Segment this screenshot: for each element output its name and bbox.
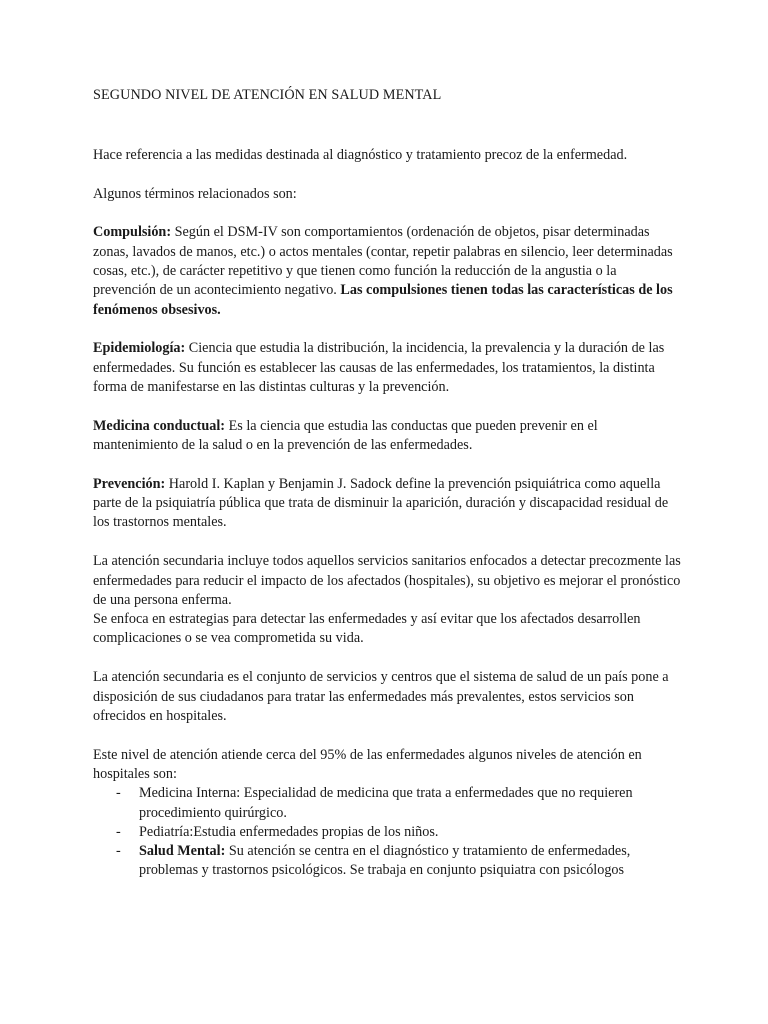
list-item-text: Medicina Interna: Especialidad de medicina que trata a enfermedades que no requieren procedimiento quirúrgico.	[139, 785, 633, 821]
nivel-intro-paragraph: Este nivel de atención atiende cerca del 95% de las enfermedades algunos niveles de atención en hospitales son:	[93, 746, 642, 782]
epidemiologia-paragraph	[93, 339, 683, 397]
list-bullet: -	[116, 843, 121, 860]
compulsion-text: Según el DSM-IV son comportamientos (ordenación de objetos, pisar determinadas zonas, lavados de manos, etc.) o actos mentales (contar, repetir palabras en silencio, leer determinadas cosas, etc.), de carácter repetitivo y que tienen como función la reducción de la angustia o la prevención de un acontecimiento negativo.	[93, 224, 673, 299]
document-title: SEGUNDO NIVEL DE ATENCIÓN EN SALUD MENTAL	[93, 87, 442, 103]
list-item-text: Pediatría:Estudia enfermedades propias de los niños.	[139, 823, 439, 840]
compulsion-term: Compulsión:	[93, 224, 172, 241]
compulsion-emphasis: Las compulsiones tienen todas las características de los fenómenos obsesivos.	[93, 282, 673, 318]
list-item-salud-mental	[93, 842, 683, 881]
list-item-pediatria	[93, 823, 683, 842]
list-item-medicina-interna	[93, 784, 683, 823]
medicina-conductual-text: Es la ciencia que estudia las conductas que pueden prevenir en el mantenimiento de la salud o en la prevención de las enfermedades.	[93, 417, 598, 454]
epidemiologia-text: Ciencia que estudia la distribución, la incidencia, la prevalencia y la duración de las enfermedades. Su función es establecer las causas de las enfermedades, los tratamientos, la distinta forma de manifestarse en las distintas culturas y la prevención.	[93, 340, 665, 395]
epidemiologia-term: Epidemiología:	[93, 340, 186, 357]
medicina-conductual-term: Medicina conductual:	[93, 417, 226, 434]
atencion-secundaria-paragraph-1	[93, 552, 683, 648]
list-bullet: -	[116, 785, 121, 802]
compulsion-paragraph	[93, 223, 683, 319]
levels-list	[93, 784, 683, 880]
atencion-secundaria-line-1: La atención secundaria incluye todos aquellos servicios sanitarios enfocados a detectar precozmente las enfermedades para reducir el impacto de los afectados (hospitales), su objetivo es mejorar el pronóstico de una persona enferma.	[93, 553, 681, 608]
document-page	[93, 86, 683, 881]
intro-paragraph: Hace referencia a las medidas destinada al diagnóstico y tratamiento precoz de la enfermedad.	[93, 147, 628, 164]
prevencion-paragraph	[93, 475, 683, 533]
list-item-term: Salud Mental:	[139, 843, 226, 860]
medicina-conductual-paragraph	[93, 417, 683, 456]
list-item-text: Su atención se centra en el diagnóstico y tratamiento de enfermedades, problemas y trastornos psicológicos. Se trabaja en conjunto psiquiatra con psicólogos	[139, 843, 631, 879]
atencion-secundaria-line-2: Se enfoca en estrategias para detectar las enfermedades y así evitar que los afectados desarrollen complicaciones o se vea comprometida su vida.	[93, 611, 641, 647]
prevencion-text: Harold I. Kaplan y Benjamin J. Sadock define la prevención psiquiátrica como aquella parte de la psiquiatría pública que trata de disminuir la aparición, duración y discapacidad residual de los trastornos mentales.	[93, 475, 669, 531]
list-bullet: -	[116, 823, 121, 840]
prevencion-term: Prevención:	[93, 475, 166, 492]
atencion-secundaria-paragraph-2: La atención secundaria es el conjunto de servicios y centros que el sistema de salud de un país pone a disposición de sus ciudadanos para tratar las enfermedades más prevalentes, estos servicios son ofrecidos en hospitales.	[93, 669, 669, 724]
terms-intro-paragraph: Algunos términos relacionados son:	[93, 185, 297, 202]
